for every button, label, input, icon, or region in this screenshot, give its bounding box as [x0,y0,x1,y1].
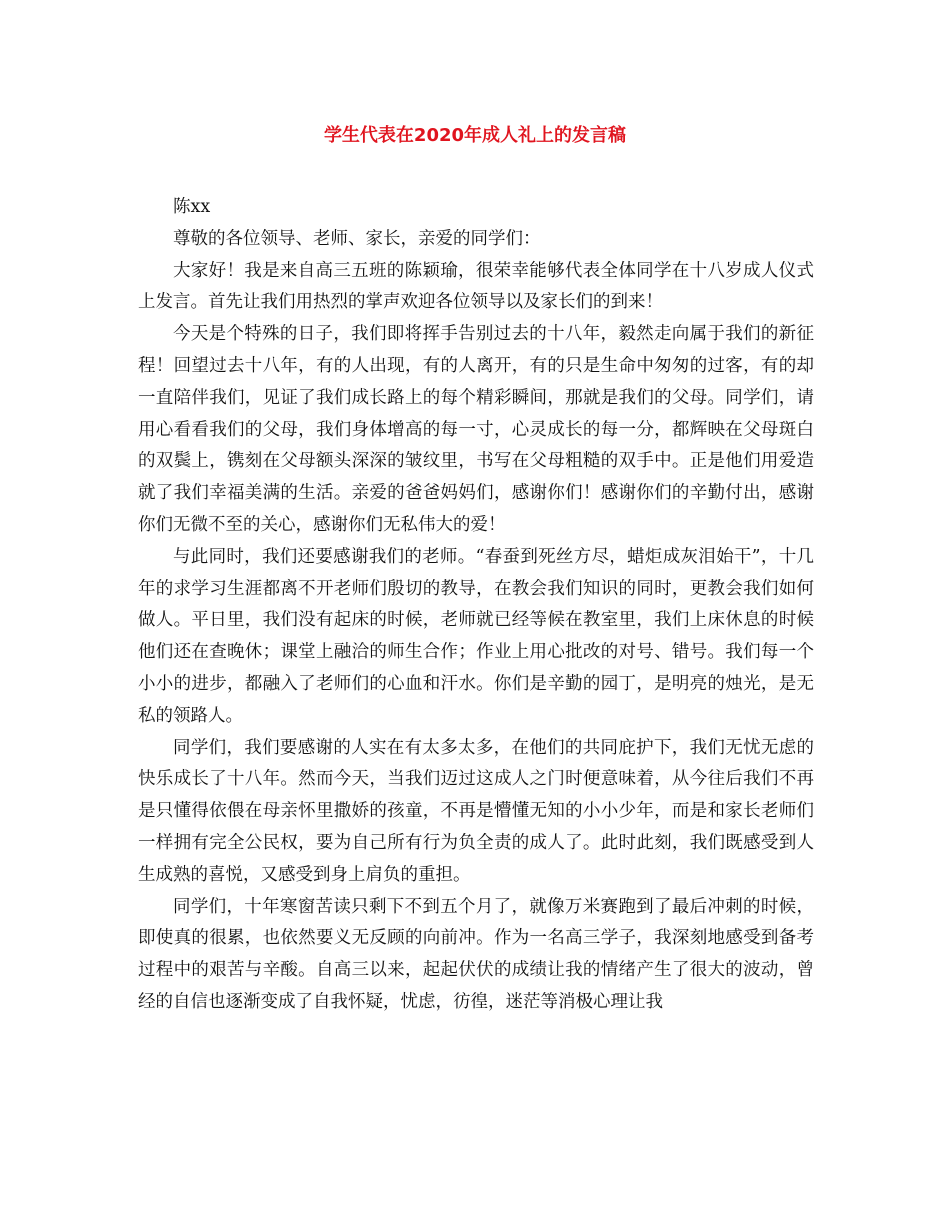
paragraph: 大家好！我是来自高三五班的陈颖瑜，很荣幸能够代表全体同学在十八岁成人仪式上发言。首先让我们用热烈的掌声欢迎各位领导以及家长们的到来！ [138,260,814,313]
author-line: 陈xx [173,197,211,217]
paragraph: 今天是个特殊的日子，我们即将挥手告别过去的十八年，毅然走向属于我们的新征程！回望过去十八年，有的人出现，有的人离开，有的只是生命中匆匆的过客，有的却一直陪伴我们，见证了我们成长路上的每个精彩瞬间，那就是我们的父母。同学们，请用心看看我们的父母，我们身体增高的每一寸，心灵成长的每一分，都辉映在父母斑白的双鬓上，镌刻在父母额头深深的皱纹里，书写在父母粗糙的双手中。正是他们用爱造就了我们幸福美满的生活。亲爱的爸爸妈妈们，感谢你们！感谢你们的辛勤付出，感谢你们无微不至的关心，感谢你们无私伟大的爱！ [138,324,814,535]
salutation: 尊敬的各位领导、老师、家长，亲爱的同学们： [173,228,541,249]
document-body [138,192,814,1019]
document-title: 学生代表在2020年成人礼上的发言稿 [323,125,627,146]
paragraph: 同学们，我们要感谢的人实在有太多太多，在他们的共同庇护下，我们无忧无虑的快乐成长了十八年。然而今天，当我们迈过这成人之门时便意味着，从今往后我们不再是只懂得依偎在母亲怀里撒娇的孩童，不再是懵懂无知的小小少年，而是和家长老师们一样拥有完全公民权，要为自己所有行为负全责的成人了。此时此刻，我们既感受到人生成熟的喜悦，又感受到身上肩负的重担。 [138,737,814,885]
paragraph: 同学们，十年寒窗苦读只剩下不到五个月了，就像万米赛跑到了最后冲刺的时候，即使真的很累，也依然要义无反顾的向前冲。作为一名高三学子，我深刻地感受到备考过程中的艰苦与辛酸。自高三以来，起起伏伏的成绩让我的情绪产生了很大的波动，曾经的自信也逐渐变成了自我怀疑，忧虑，彷徨，迷茫等消极心理让我 [138,896,814,1012]
paragraph: 与此同时，我们还要感谢我们的老师。“春蚕到死丝方尽，蜡炬成灰泪始干”，十几年的求学习生涯都离不开老师们殷切的教导，在教会我们知识的同时，更教会我们如何做人。平日里，我们没有起床的时候，老师就已经等候在教室里，我们上床休息的时候他们还在查晚休；课堂上融洽的师生合作；作业上用心批改的对号、错号。我们每一个小小的进步，都融入了老师们的心血和汗水。你们是辛勤的园丁，是明亮的烛光，是无私的领路人。 [138,546,814,726]
